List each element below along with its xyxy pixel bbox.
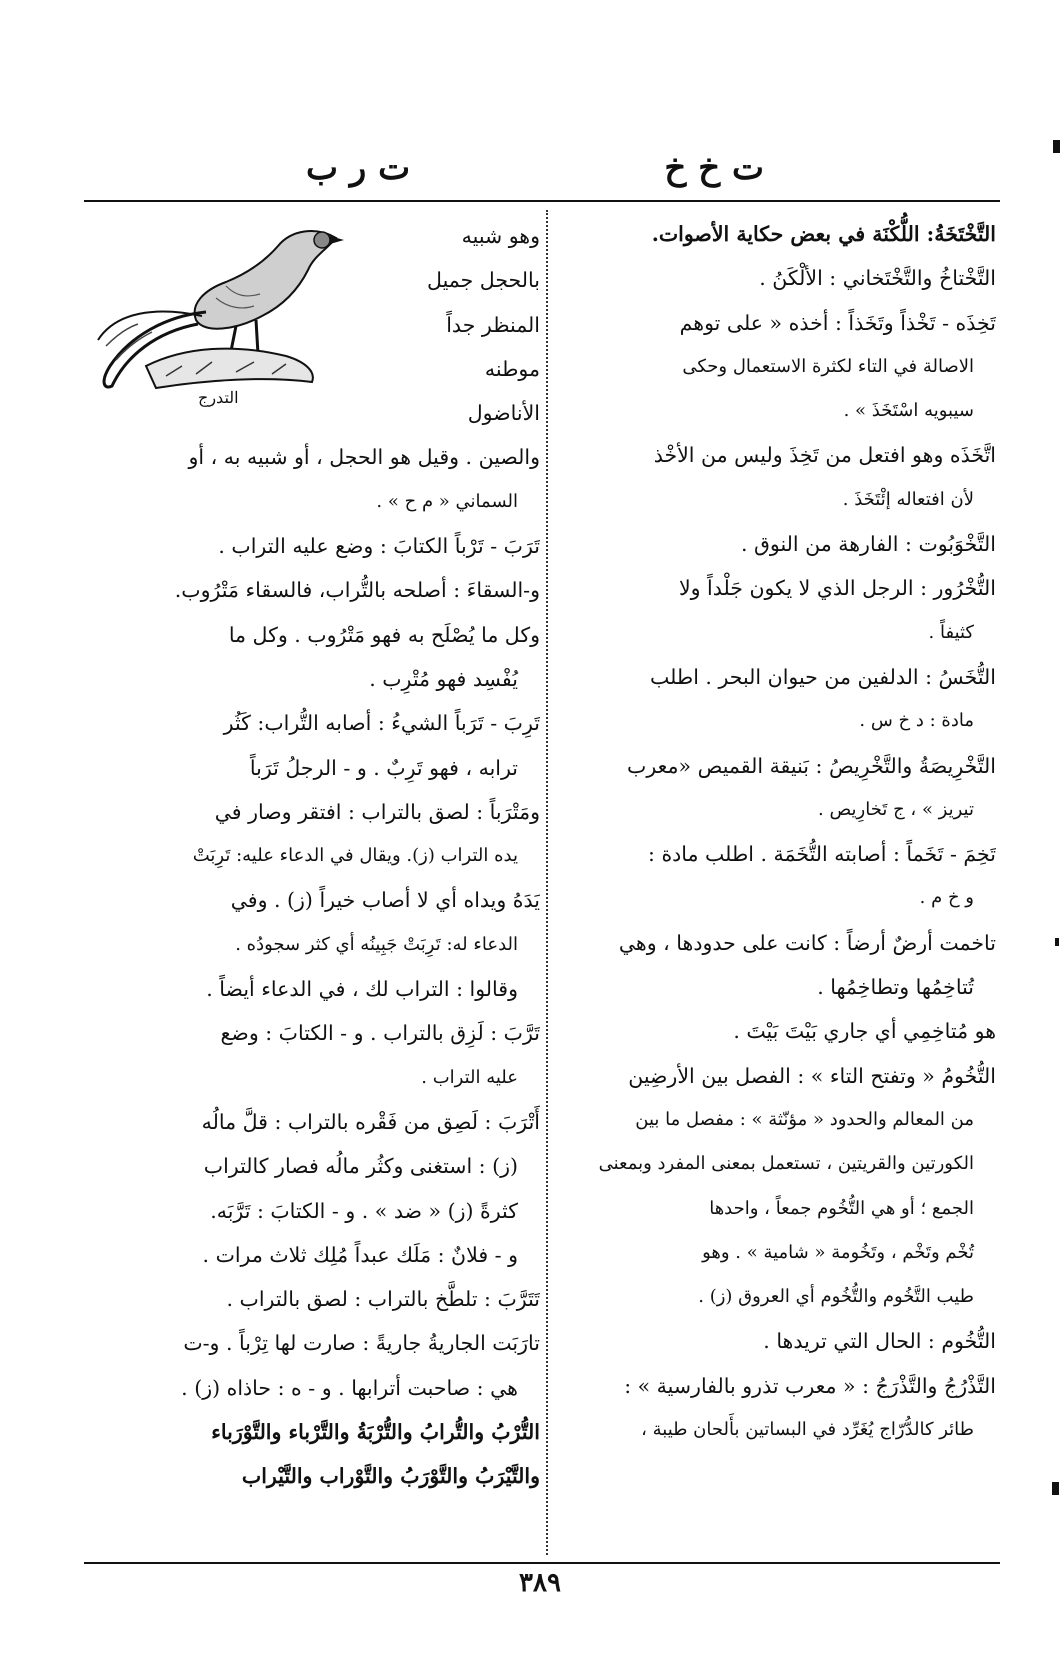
entry-line: اتَّخَذَه وهو افتعل من تَخِذَ وليس من الأخْذ xyxy=(653,443,996,468)
entry-line: (ز) : استغنى وكثُر مالُه فصار كالتراب xyxy=(203,1154,518,1179)
entry-line: تَرِبَ - تَرَباً الشيءُ : أصابه التُّراب: كَثُر xyxy=(223,711,540,736)
running-header-left: ت ر ب xyxy=(306,148,411,188)
entry-line: الكورتين والقريتين ، تستعمل بمعنى المفرد وبمعنى xyxy=(598,1153,974,1175)
running-header-right: ت خ خ xyxy=(664,148,764,188)
entry-line: الاصالة في التاء لكثرة الاستعمال وحكى xyxy=(682,355,974,377)
entry-line: وكل ما يُصْلَح به فهو مَتْرُوب . وكل ما xyxy=(228,622,540,647)
entry-line: تيريز » ، ج تَخارِيص . xyxy=(818,798,974,820)
figure-caption: التدرج xyxy=(198,388,239,407)
entry-line: كثرةً (ز) « ضد » . و - الكتابَ : تَرَّبَه. xyxy=(210,1198,518,1223)
entry-line: التَّخْرِيصَةُ والتَّخْرِيصُ : بَنيقة القميص «معرب xyxy=(627,753,996,778)
entry-line: أَتْرَبَ : لَصِق من فَقْره بالتراب : قلَّ مالُه xyxy=(201,1109,540,1134)
entry-line: تُتاخِمُها وتطاخِمُها . xyxy=(817,975,974,1000)
entry-line: تَرَبَ - تَرْباً الكتابَ : وضع عليه التراب . xyxy=(218,534,540,559)
entry-line: تُخْم وتَخْم ، وتَخُومة « شامية » . وهو xyxy=(702,1241,974,1263)
entry-line: عليه التراب . xyxy=(421,1066,518,1088)
entry-line: و - فلانٌ : مَلَك عبداً مُلِك ثلاث مرات . xyxy=(202,1242,518,1267)
entry-line: ومَتْرَباً : لصق بالتراب : افتقر وصار في xyxy=(214,799,540,824)
column-separator xyxy=(546,210,548,1555)
entry-line: وقالوا : التراب لك ، في الدعاء أيضاً . xyxy=(206,977,518,1002)
entry-line: التُّخَسُ : الدلفين من حيوان البحر . اطلب xyxy=(649,664,996,689)
entry-line: والتَّيْرَبُ والتَّوْرَبُ والتَّوْراب والتَّيْراب xyxy=(241,1464,540,1489)
entry-line: و خ م . xyxy=(919,887,974,909)
entry-line: تَخِمَ - تَخَماً : أصابته التُّخَمَة . اطلب مادة : xyxy=(648,842,996,867)
entry-line: يَدَهُ ويداه أي لا أصاب خيراً (ز) . وفي xyxy=(230,888,540,913)
entry-line: هي : صاحبت أترابها . و - ه : حاذاه (ز) . xyxy=(181,1375,518,1400)
entry-line: كثيفاً . xyxy=(928,621,974,643)
entry-line: من المعالم والحدود « مؤنّثة » : مفصل ما بين xyxy=(635,1108,974,1130)
edge-mark-middle xyxy=(1055,938,1059,946)
entry-line: ترابه ، فهو تَرِبٌ . و - الرجلُ تَرَباً xyxy=(249,755,518,780)
header-rule xyxy=(84,200,1000,202)
entry-line: يده التراب (ز). ويقال في الدعاء عليه: تَرِبَتْ xyxy=(192,845,518,867)
entry-line: والصين . وقيل هو الحجل ، أو شبيه به ، أو xyxy=(188,445,540,470)
entry-line: تَخِذَه - تَخْذاً وتَخَذاً : أخذه « على توهم xyxy=(679,310,996,335)
entry-line: طيب التَّخُوم والتُّخُوم أي العروق (ز) . xyxy=(698,1286,974,1308)
entry-line: طائر كالدُّرّاج يُغَرِّد في البساتين بأَلحان طيبة ، xyxy=(641,1419,974,1441)
edge-mark-top xyxy=(1053,140,1060,153)
right-column xyxy=(554,212,996,1452)
entry-line: لأن افتعاله إئْتَخَذَ . xyxy=(842,488,974,510)
entry-line: التُّرْبُ والتُّرابُ والتُّرْبَةُ والتَّرْباء والتَّوْرَباء xyxy=(211,1420,540,1445)
entry-line: سيبويه اسْتَخَذَ » . xyxy=(843,400,974,422)
entry-line: التُّخُوم : الحال التي تريدها . xyxy=(763,1329,996,1354)
entry-line: التَّخْوَبُوت : الفارهة من النوق . xyxy=(740,532,996,557)
edge-mark-bottom xyxy=(1052,1482,1059,1495)
entry-line: السماني « م ح » . xyxy=(376,490,518,512)
entry-line: تاخمت أرضٌ أرضاً : كانت على حدودها ، وهي xyxy=(618,930,996,955)
entry-line: الأناضول xyxy=(467,401,540,426)
entry-line: بالحجل جميل xyxy=(427,268,540,293)
entry-line: تارَبَت الجاريةُ جاريةً : صارت لها تِرْباً . و-ت xyxy=(183,1331,540,1356)
entry-line: يُفْسِد فهو مُتْرِب . xyxy=(369,666,518,691)
footer-rule xyxy=(84,1562,1000,1564)
entry-line: التُّخُومُ « وتفتح التاء » : الفصل بين الأرضِين xyxy=(628,1063,996,1088)
page-number: ٣٨٩ xyxy=(519,1568,561,1598)
entry-line: الدعاء له: تَرِبَتْ جَبِينُه أي كثر سجودُه . xyxy=(235,933,518,955)
entry-line: موطنه xyxy=(484,356,540,381)
entry-line: المنظر جداً xyxy=(446,312,540,337)
entry-line: التُّخْرُور : الرجل الذي لا يكون جَلْداً ولا xyxy=(678,576,996,601)
entry-line: تَتَرَّبَ : تلطَّخ بالتراب : لصق بالتراب . xyxy=(226,1287,540,1312)
entry-line: تَرَّبَ : لَزِق بالتراب . و - الكتابَ : وضع xyxy=(220,1021,540,1046)
entry-line: الجمع ؛ أو هي التُّخُوم جمعاً ، واحدها xyxy=(709,1197,974,1219)
entry-line: مادة : د خ س . xyxy=(859,710,974,732)
entry-line: التَّخْتَخَةُ: اللُّكْنَة في بعض حكاية الأصوات. xyxy=(651,222,996,246)
entry-line: هو مُتاخِمِي أي جاري بَيْتَ بَيْتَ . xyxy=(733,1019,996,1044)
entry-line: و-السقاءَ : أصلحه بالتُّراب، فالسقاء مَتْرُوب. xyxy=(174,578,540,603)
left-column xyxy=(88,214,540,1499)
entry-line: التَّذْرُجُ والتَّذْرَجُ : « معرب تذرو بالفارسية » : xyxy=(624,1373,996,1398)
entry-line: وهو شبيه xyxy=(461,224,540,248)
entry-line: التَّخْتاخُ والتَّخْتَخاني : الألْكَنُ . xyxy=(759,266,996,291)
